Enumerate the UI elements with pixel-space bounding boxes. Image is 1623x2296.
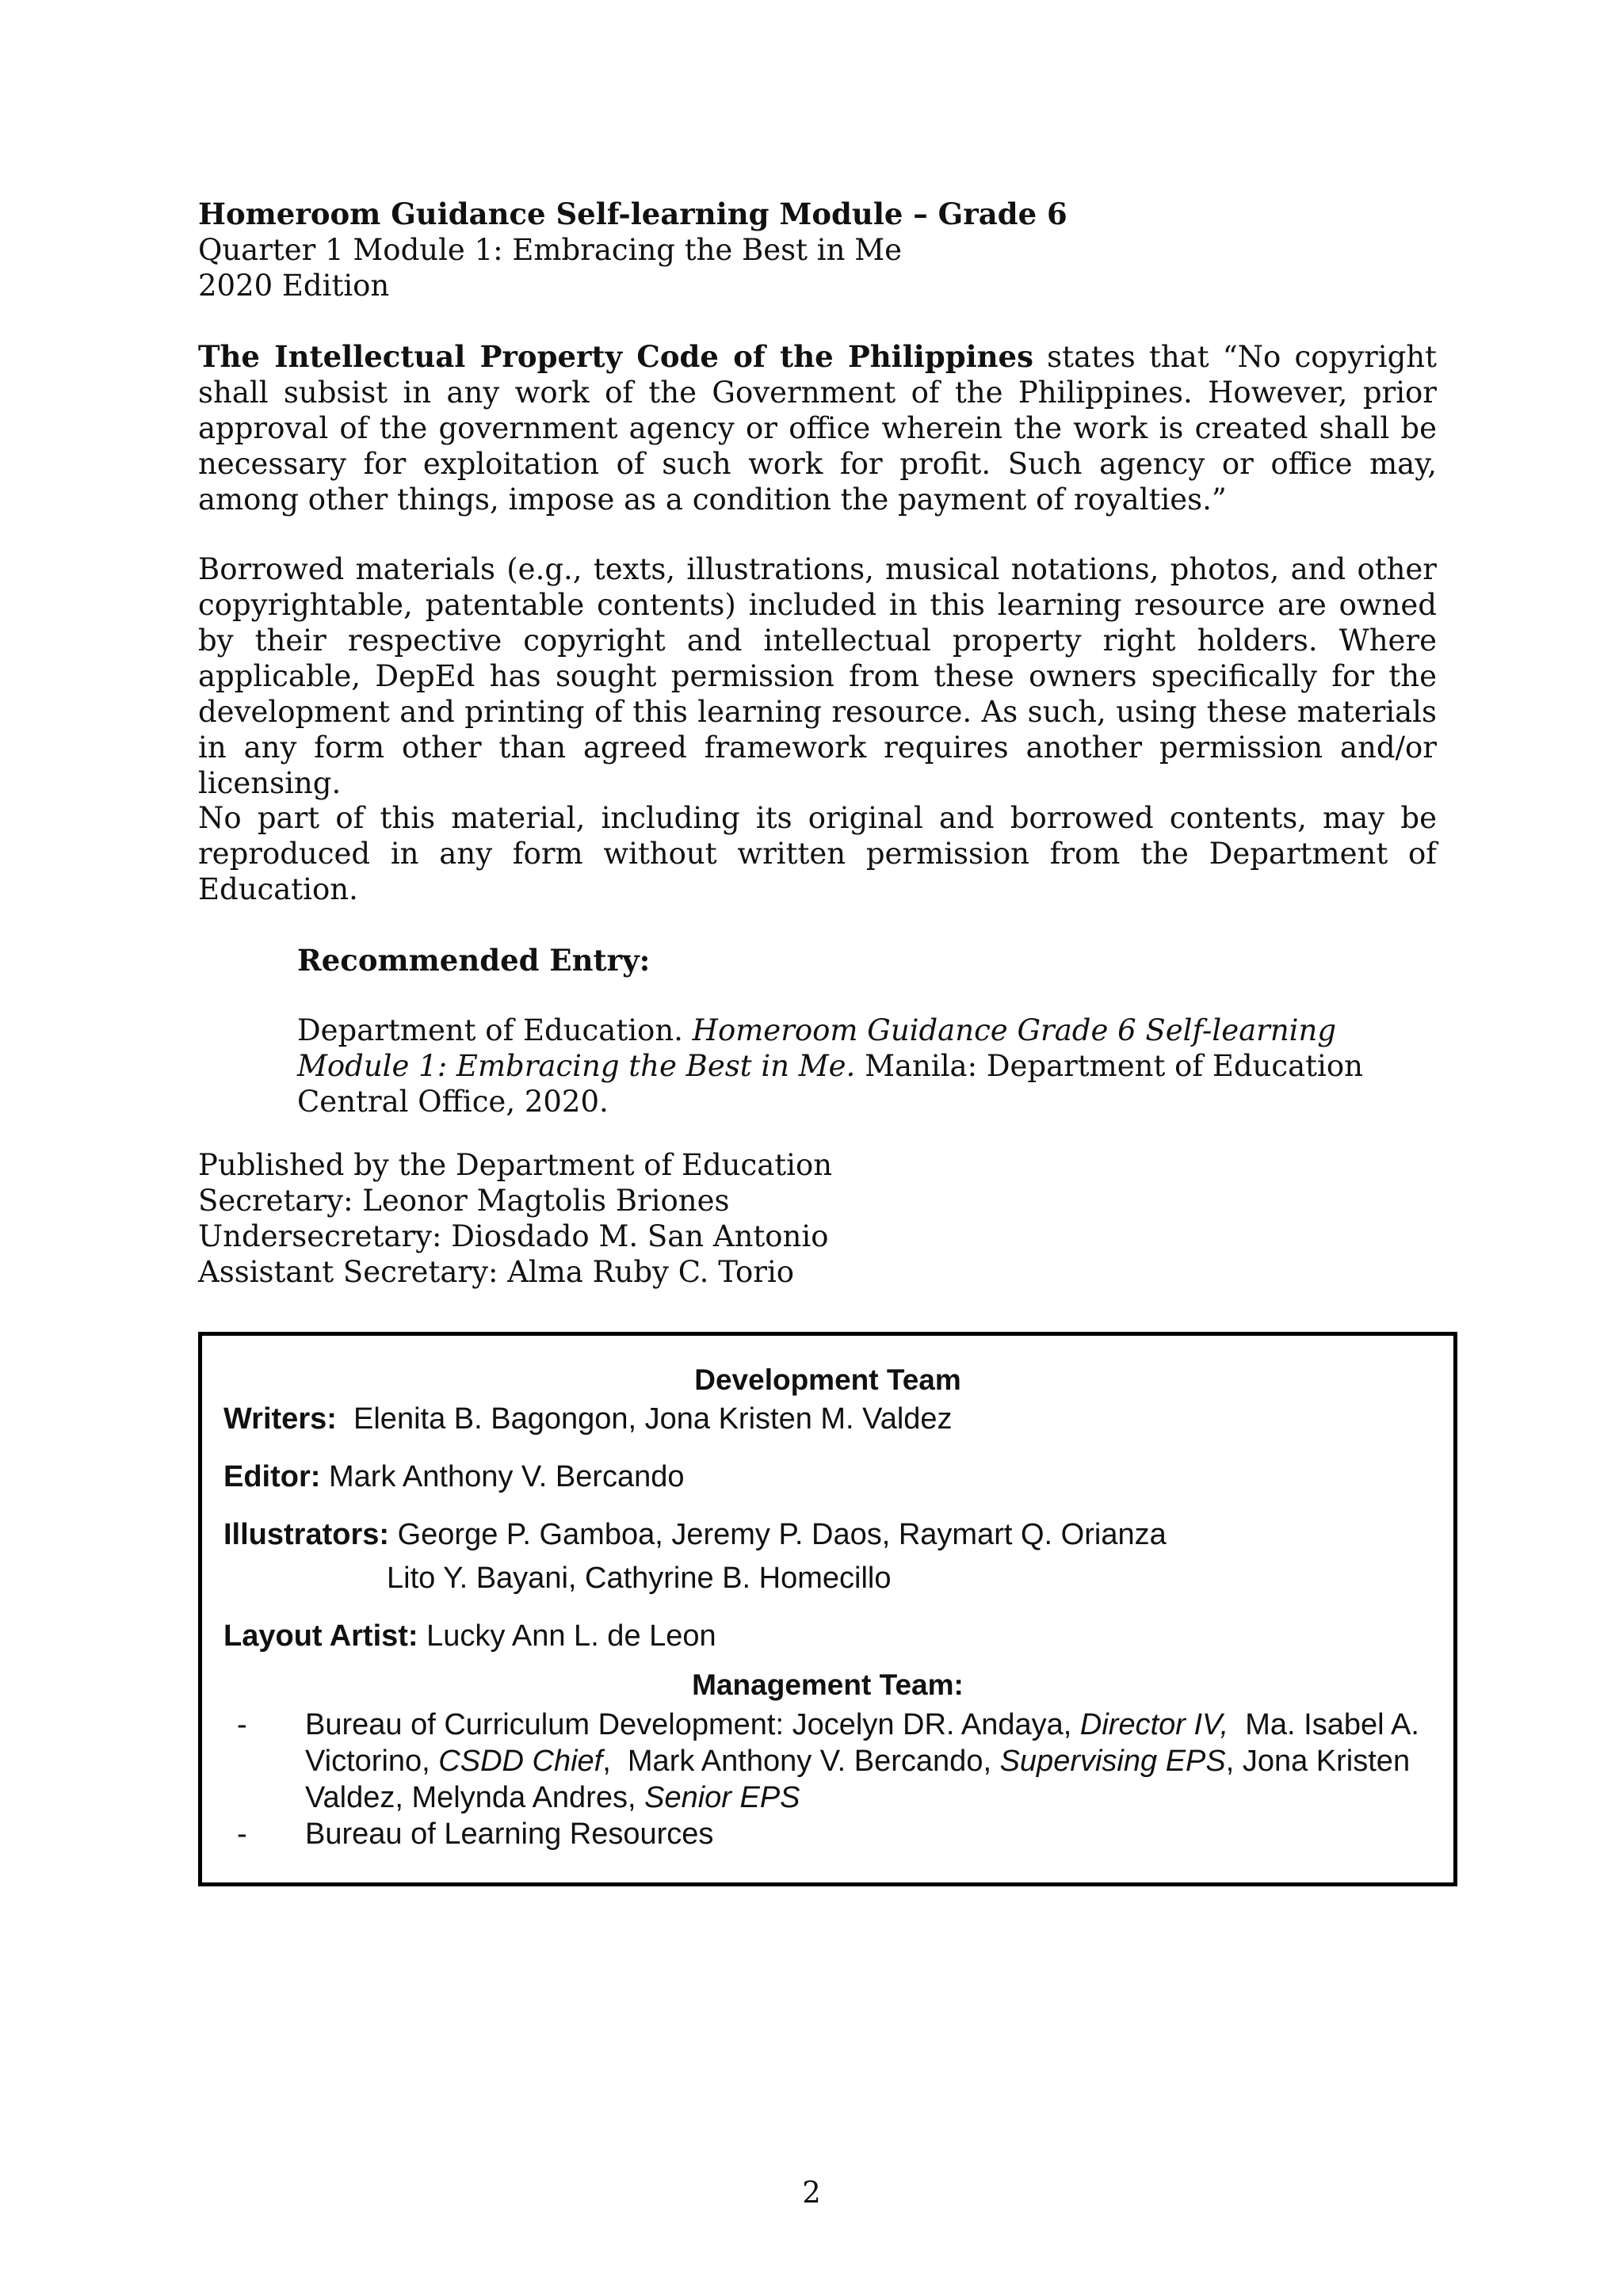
borrowed-materials-paragraph: Borrowed materials (e.g., texts, illustrations, musical notations, photos, and other copyrightable, patentable contents) included in this learning resource are owned by their respective copyright and intellectual property right holders. Where applicable, DepEd has sought permission from these owners specifically for the development and printing of this learning resource. As such, using these materials in any form other than agreed framework requires another permission and/or licensing. (198, 552, 1437, 800)
assistant-secretary: Assistant Secretary: Alma Ruby C. Torio (198, 1255, 795, 1289)
module-edition: 2020 Edition (198, 269, 390, 303)
citation-title: Homeroom Guidance Grade 6 Self-learning Module 1: Embracing the Best in Me. (297, 1013, 1337, 1083)
recommended-entry-heading: Recommended Entry: (297, 943, 651, 978)
module-header (198, 196, 1434, 303)
editor-line (223, 1459, 685, 1495)
writers-label: Writers: (223, 1402, 337, 1436)
management-team-list (226, 1707, 1430, 1852)
list-dash: - (237, 1708, 247, 1741)
copyright-paragraph (198, 339, 1437, 517)
ip-code-name: The Intellectual Property Code of the Philippines (198, 339, 1033, 374)
writers-value: Elenita B. Bagongon, Jona Kristen M. Valdez (353, 1402, 953, 1436)
editor-label: Editor: (223, 1460, 321, 1493)
module-title: Homeroom Guidance Self-learning Module – Grade 6 (198, 196, 1067, 231)
development-team-box (198, 1332, 1457, 1886)
development-team-title: Development Team (694, 1363, 961, 1396)
copyright-statement: states that “No copyright shall subsist in any work of the Government of the Philippines. However, prior approval of the government agency or office wherein the work is created shall be necessary for exploitation of such work for profit. Such agency or office may, among other things, impose as a condition the payment of royalties.” (198, 340, 1438, 517)
secretary: Secretary: Leonor Magtolis Briones (198, 1184, 730, 1218)
recommended-entry-citation: Department of Education. Homeroom Guidance Grade 6 Self-learning Module 1: Embracing the Best in Me. Manila: Department of Education Central Office, 2020. (297, 1013, 1363, 1119)
management-team-title: Management Team: (692, 1669, 964, 1701)
layout-artist-line (223, 1618, 716, 1654)
illustrators-value-line2: Lito Y. Bayani, Cathyrine B. Homecillo (387, 1562, 892, 1595)
list-item: - Bureau of Learning Resources (237, 1817, 714, 1851)
writers-line (223, 1401, 953, 1437)
illustrators-line (223, 1516, 1167, 1553)
published-by: Published by the Department of Education (198, 1148, 833, 1182)
module-subtitle: Quarter 1 Module 1: Embracing the Best in Me (198, 233, 902, 267)
illustrators-value-line1: George P. Gamboa, Jeremy P. Daos, Raymart Q. Orianza (397, 1518, 1167, 1551)
list-item: - Bureau of Curriculum Development: Jocelyn DR. Andaya, Director IV, Ma. Isabel A. Victorino, CSDD Chief, Mark Anthony V. Bercando, Supervising EPS, Jona Kristen Valdez, Melynda Andres, Senior EPS (237, 1708, 1428, 1814)
no-reproduction-paragraph: No part of this material, including its original and borrowed contents, may be reproduced in any form without written permission from the Department of Education. (198, 801, 1437, 906)
page-number: 2 (802, 2176, 821, 2210)
illustrators-label: Illustrators: (223, 1518, 390, 1551)
list-dash: - (237, 1817, 247, 1851)
publisher-block (198, 1147, 1308, 1290)
layout-artist-label: Layout Artist: (223, 1619, 418, 1653)
undersecretary: Undersecretary: Diosdado M. San Antonio (198, 1219, 829, 1253)
editor-value: Mark Anthony V. Bercando (329, 1460, 685, 1493)
layout-artist-value: Lucky Ann L. de Leon (426, 1619, 716, 1653)
